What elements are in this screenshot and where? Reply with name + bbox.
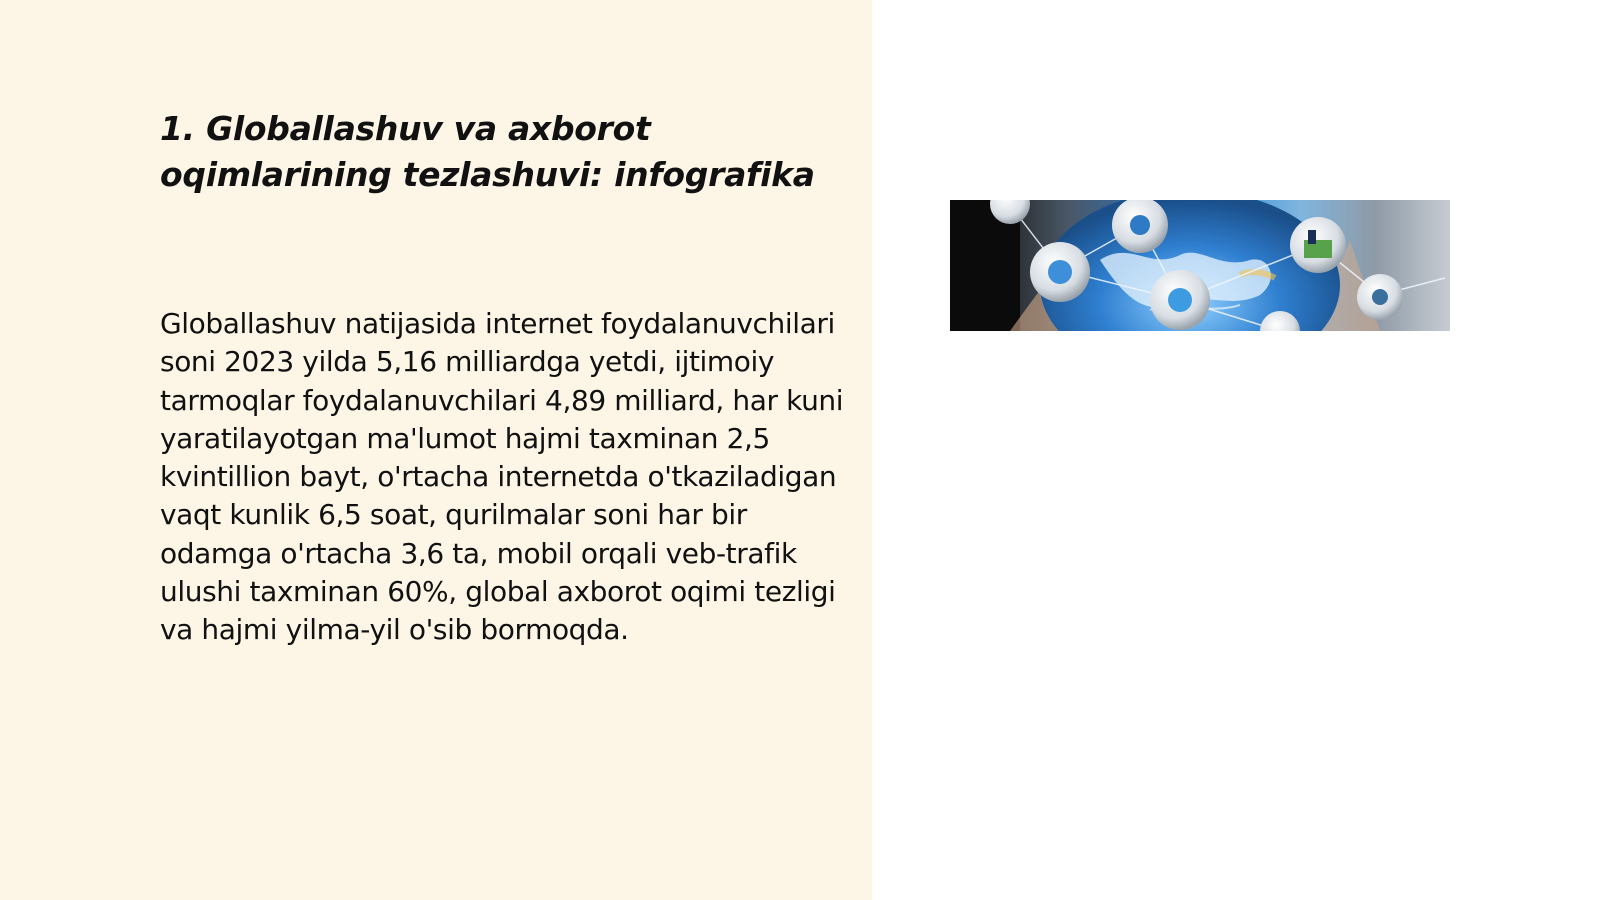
globe-network-icon xyxy=(950,200,1450,331)
globe-network-image xyxy=(950,200,1450,331)
slide-body-text: Globallashuv natijasida internet foydalanuvchilari soni 2023 yilda 5,16 milliardga yetdi, ijtimoiy tarmoqlar foydalanuvchilari 4,89 milliard, har kuni yaratilayotgan ma'lumot hajmi taxminan 2,5 kvintillion bayt, o'rtacha internetda o'tkaziladigan vaqt kunlik 6,5 soat, qurilmalar soni har bir odamga o'rtacha 3,6 ta, mobil orqali veb-trafik ulushi taxminan 60%, global axborot oqimi tezligi va hajmi yilma-yil o'sib bormoqda. xyxy=(160,307,844,647)
slide-title: 1. Globallashuv va axborot oqimlarining tezlashuvi: infografika xyxy=(160,109,815,194)
